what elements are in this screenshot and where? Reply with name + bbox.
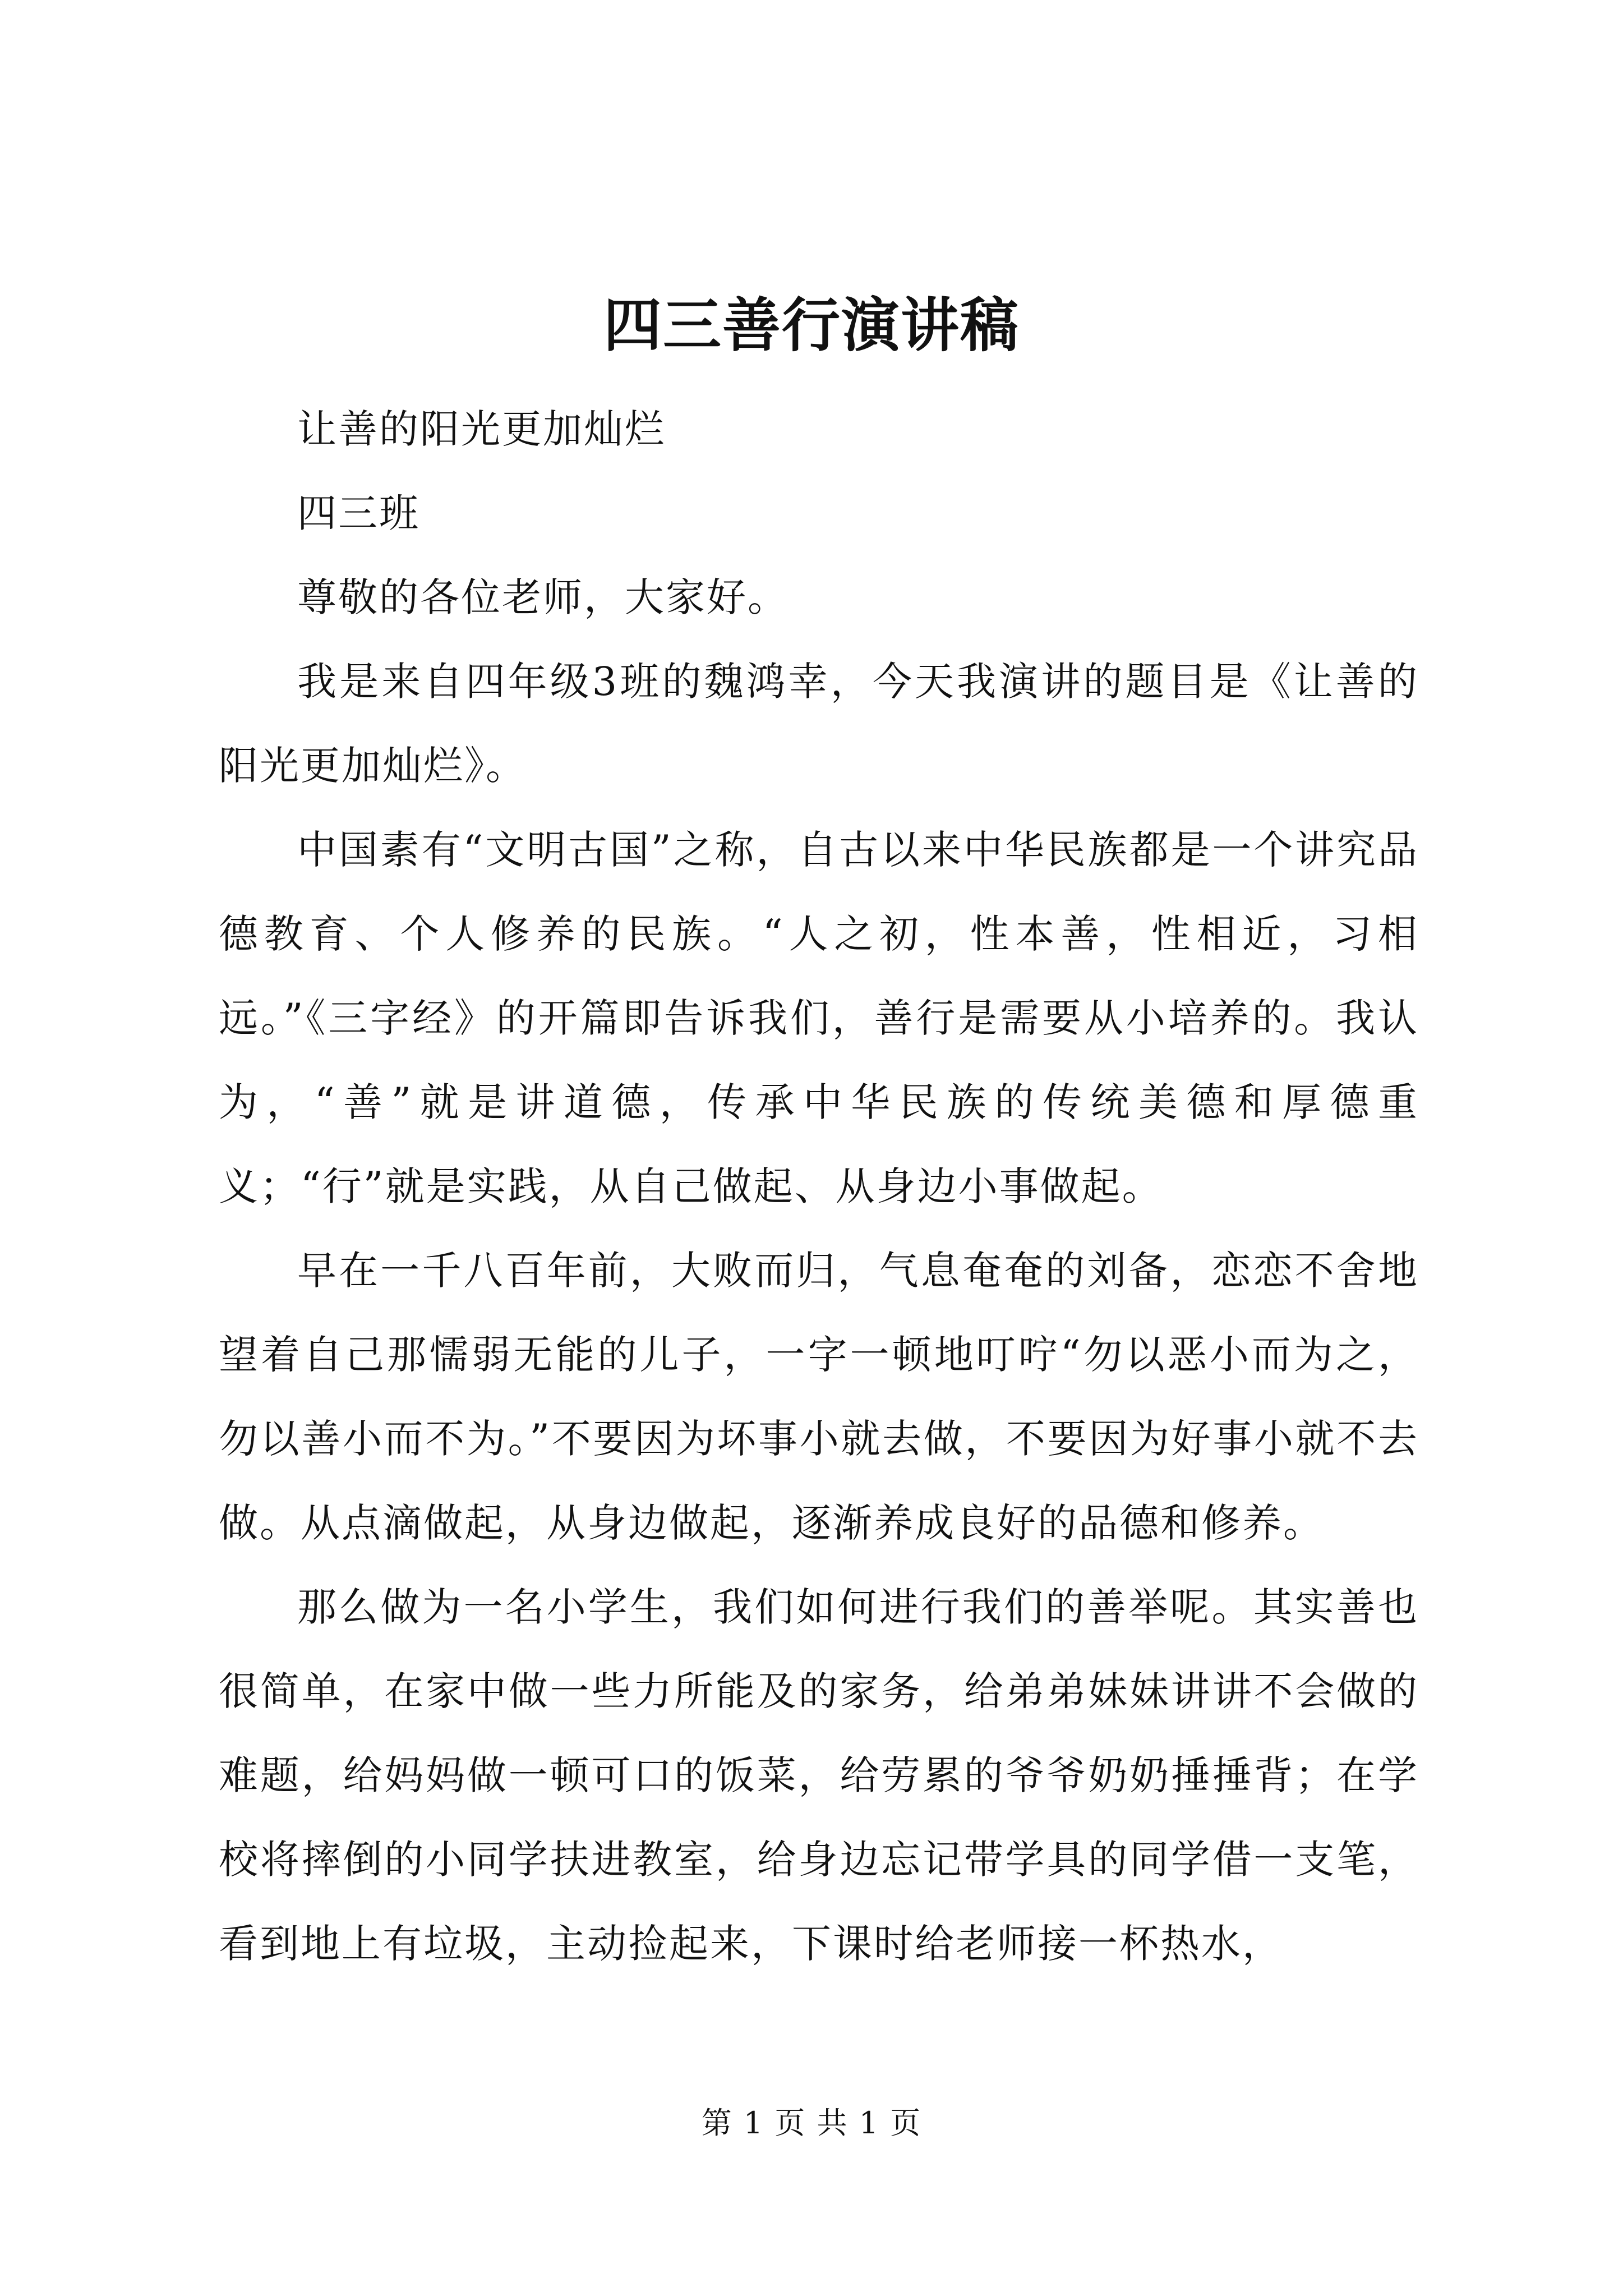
body-paragraph: 早在一千八百年前，大败而归，气息奄奄的刘备，恋恋不舍地望着自己那懦弱无能的儿子，一字一顿地叮咛“勿以恶小而为之，勿以善小而不为。”不要因为坏事小就去做，不要因为好事小就不去做。从点滴做起，从身边做起，逐渐养成良好的品德和修养。 [219,1248,1419,1546]
page-number-footer: 第 1 页 共 1 页 [701,2105,922,2141]
document-body [219,387,1419,1986]
class-line: 四三班 [297,490,420,536]
greeting-paragraph: 尊敬的各位老师，大家好。 [297,574,789,620]
subtitle-line: 让善的阳光更加灿烂 [297,406,666,452]
intro-paragraph: 我是来自四年级3班的魏鸿幸，今天我演讲的题目是《让善的阳光更加灿烂》。 [219,659,1419,789]
body-paragraph: 中国素有“文明古国”之称，自古以来中华民族都是一个讲究品德教育、个人修养的民族。“人之初，性本善，性相近，习相远。”《三字经》的开篇即告诉我们，善行是需要从小培养的。我认为，“善”就是讲道德，传承中华民族的传统美德和厚德重义；“行”就是实践，从自己做起、从身边小事做起。 [219,827,1419,1209]
document-title: 四三善行演讲稿 [603,291,1020,360]
body-paragraph: 那么做为一名小学生，我们如何进行我们的善举呢。其实善也很简单，在家中做一些力所能及的家务，给弟弟妹妹讲讲不会做的难题，给妈妈做一顿可口的饭菜，给劳累的爷爷奶奶捶捶背；在学校将摔倒的小同学扶进教室，给身边忘记带学具的同学借一支笔，看到地上有垃圾，主动捡起来，下课时给老师接一杯热水， [219,1584,1419,1967]
